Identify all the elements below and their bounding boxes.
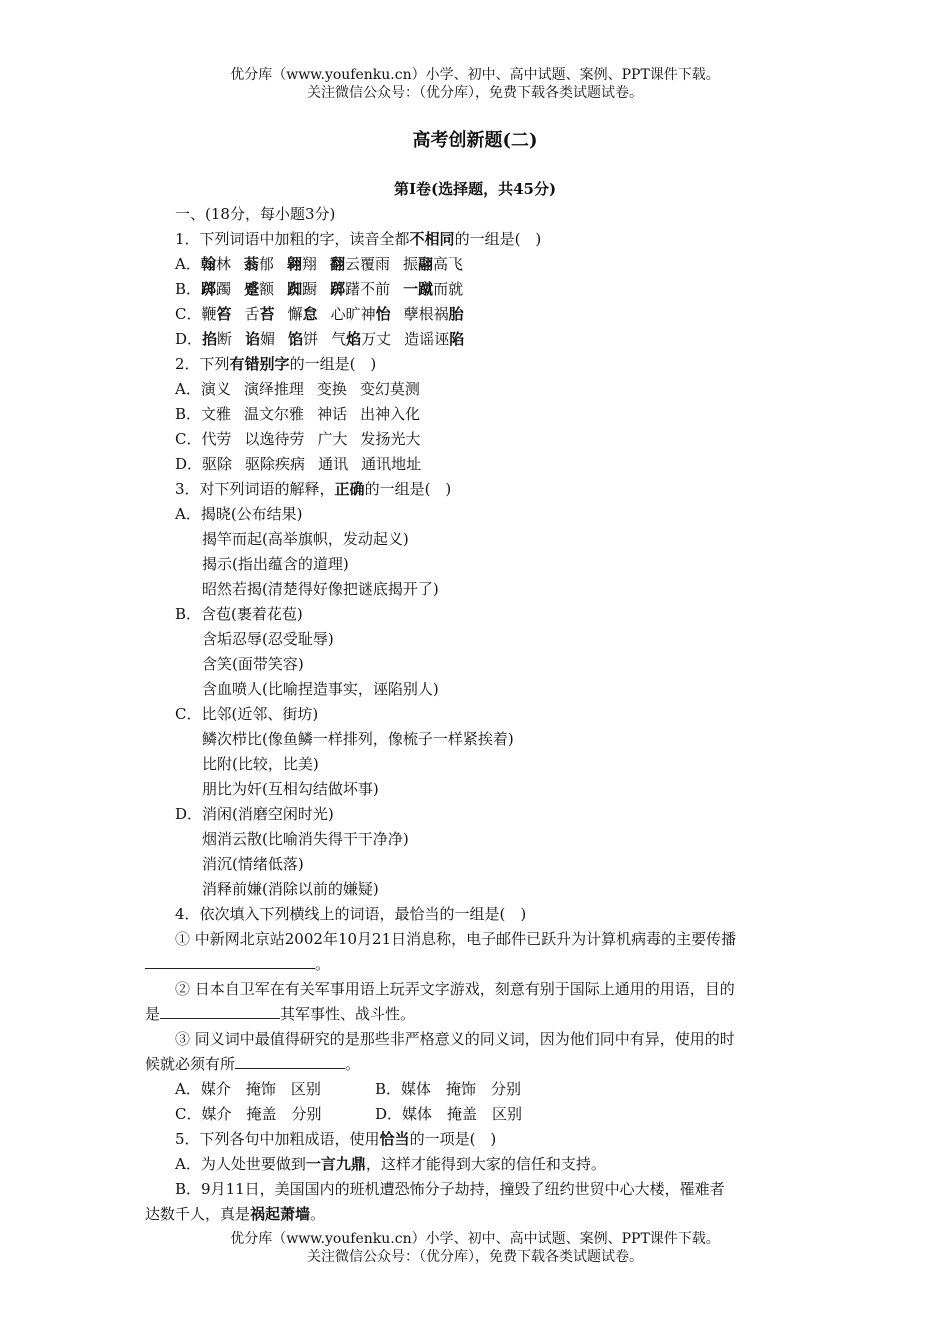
q5-b-pre: 达数千人，真是 xyxy=(145,1205,251,1223)
part-title: 第Ⅰ卷(选择题，共45分) xyxy=(393,180,557,198)
q4-option-c: C．媒介 掩盖 分别 xyxy=(175,1105,322,1123)
q4-s3-pre: 候就必须有所 xyxy=(145,1055,236,1073)
q4-s3-post: 。 xyxy=(345,1055,361,1073)
question-4-stem: 4．依次填入下列横线上的词语，最恰当的一组是( ) xyxy=(175,905,527,923)
bold-char: 馅 xyxy=(288,330,304,348)
word-pre: 气 xyxy=(331,330,347,348)
bold-char: 翱 xyxy=(286,255,302,273)
q1-stem-pre: 1．下列词语中加粗的字，读音全都 xyxy=(175,230,410,248)
q3-option-a: A．揭晓(公布结果) xyxy=(175,505,303,523)
question-3-stem xyxy=(145,477,807,502)
q3-option-b-line: 含笑(面带笑容) xyxy=(202,655,304,673)
fill-blank-3[interactable] xyxy=(235,1054,345,1069)
q4-option-d: D．媒体 掩盖 区别 xyxy=(375,1105,523,1123)
word: 驱除疾病 xyxy=(245,455,306,473)
word: 神话 xyxy=(317,405,348,423)
word-rest: 额 xyxy=(259,280,275,298)
word: 演义 xyxy=(200,380,231,398)
option-label: B． xyxy=(175,280,202,298)
word-rest: 躅 xyxy=(216,280,232,298)
q5-stem-bold: 恰当 xyxy=(379,1130,410,1148)
q4-sentence-1-cont xyxy=(145,952,807,977)
bold-char: 翰 xyxy=(200,255,216,273)
q5-a-pre: A．为人处世要做到 xyxy=(175,1155,306,1173)
q4-s2-post: 其军事性、战斗性。 xyxy=(280,1005,416,1023)
q2-option-c xyxy=(145,427,807,452)
q3-stem-pre: 3．对下列词语的解释， xyxy=(175,480,335,498)
q3-option-d-line: 消沉(情绪低落) xyxy=(202,855,304,873)
word-rest: 躇不前 xyxy=(345,280,391,298)
q2-option-a xyxy=(145,377,807,402)
bold-char: 怠 xyxy=(302,305,318,323)
q2-stem-pre: 2．下列 xyxy=(175,355,230,373)
word-pre: 振 xyxy=(402,255,418,273)
footer-line-2: 关注微信公众号：（优分库），免费下载各类试题试卷。 xyxy=(307,1249,643,1265)
q3-option-d-line: 烟消云散(比喻消失得干干净净) xyxy=(202,830,409,848)
q1-stem-post: 的一组是( ) xyxy=(454,230,542,248)
option-label: C． xyxy=(175,305,202,323)
question-1-stem xyxy=(145,227,807,252)
bold-char: 焰 xyxy=(346,330,362,348)
word-rest: 云覆雨 xyxy=(344,255,390,273)
q3-option-b-line: 含血喷人(比喻捏造事实，诬陷别人) xyxy=(202,680,439,698)
bold-char: 踟 xyxy=(287,280,303,298)
bold-char: 蓊 xyxy=(243,255,259,273)
word-rest: 而就 xyxy=(433,280,464,298)
fill-blank-2[interactable] xyxy=(160,1004,280,1019)
q3-option-d: D．消闲(消磨空闲时光) xyxy=(175,805,334,823)
word: 发扬光大 xyxy=(360,430,421,448)
word: 变幻莫测 xyxy=(359,380,420,398)
option-label: D． xyxy=(175,455,203,473)
word-rest: 万丈 xyxy=(361,330,392,348)
q3-option-c: C．比邻(近邻、街坊) xyxy=(175,705,319,723)
q5-a-post: ，这样才能得到大家的信任和支持。 xyxy=(365,1155,606,1173)
word-pre: 鞭 xyxy=(201,305,217,323)
bold-char: 翮 xyxy=(417,255,433,273)
q4-sentence-3: ③ 同义词中最值得研究的是那些非严格意义的同义词，因为他们同中有异，使用的时 xyxy=(175,1030,735,1048)
fill-blank-1[interactable] xyxy=(145,954,315,969)
question-5-stem xyxy=(145,1127,807,1152)
header-line-2: 关注微信公众号：（优分库），免费下载各类试题试卷。 xyxy=(307,85,643,101)
bold-char: 苔 xyxy=(259,305,275,323)
q5-stem-pre: 5．下列各句中加粗成语，使用 xyxy=(175,1130,380,1148)
bold-char: 踯 xyxy=(330,280,346,298)
word-rest: 饼 xyxy=(303,330,319,348)
bold-char: 掐 xyxy=(202,330,218,348)
word: 出神入化 xyxy=(360,405,421,423)
word: 通讯地址 xyxy=(361,455,422,473)
word: 驱除 xyxy=(202,455,233,473)
q3-option-a-line: 揭竿而起(高举旗帜，发动起义) xyxy=(202,530,409,548)
word-pre: 孽根祸 xyxy=(403,305,449,323)
q4-sentence-3-cont xyxy=(145,1052,807,1077)
q3-option-b-line: 含垢忍辱(忍受耻辱) xyxy=(202,630,334,648)
q4-sentence-1: ① 中新网北京站2002年10月21日消息称，电子邮件已跃升为计算机病毒的主要传播 xyxy=(175,930,737,948)
q1-option-a xyxy=(145,252,807,277)
page-footer xyxy=(0,1230,950,1266)
q5-b-idiom: 祸起萧墙 xyxy=(250,1205,311,1223)
option-label: B． xyxy=(175,405,202,423)
option-label: A． xyxy=(175,255,201,273)
q4-options-row-1 xyxy=(145,1077,807,1102)
q4-option-b: B．媒体 掩饰 分别 xyxy=(375,1080,522,1098)
word: 代劳 xyxy=(201,430,232,448)
q4-sentence-2: ② 日本自卫军在有关军事用语上玩弄文字游戏，刻意有别于国际上通用的用语，目的 xyxy=(175,980,735,998)
q1-stem-bold: 不相同 xyxy=(409,230,455,248)
page-header xyxy=(0,66,950,102)
bold-char: 蹙 xyxy=(244,280,260,298)
word-rest: 蹰 xyxy=(302,280,318,298)
bold-char: 谄 xyxy=(245,330,261,348)
q3-stem-bold: 正确 xyxy=(334,480,365,498)
option-label: A． xyxy=(175,380,201,398)
word-pre: 造谣诬 xyxy=(404,330,450,348)
word: 演绎推理 xyxy=(243,380,304,398)
word-pre: 懈 xyxy=(287,305,303,323)
option-label: C． xyxy=(175,430,202,448)
q1-option-c xyxy=(145,302,807,327)
q3-option-d-line: 消释前嫌(消除以前的嫌疑) xyxy=(202,880,379,898)
word: 变换 xyxy=(316,380,347,398)
q5-b-post: 。 xyxy=(310,1205,326,1223)
word-pre: 舌 xyxy=(244,305,260,323)
word-rest: 郁 xyxy=(258,255,274,273)
q4-s2-pre: 是 xyxy=(145,1005,161,1023)
word-rest: 林 xyxy=(215,255,231,273)
word-pre: 心旷神 xyxy=(330,305,376,323)
q2-stem-bold: 有错别字 xyxy=(229,355,290,373)
q3-option-a-line: 揭示(指出蕴含的道理) xyxy=(202,555,349,573)
q4-s1-end: 。 xyxy=(315,955,331,973)
q4-options-row-2 xyxy=(145,1102,807,1127)
word-rest: 媚 xyxy=(260,330,276,348)
q1-option-b xyxy=(145,277,807,302)
q2-stem-post: 的一组是( ) xyxy=(289,355,377,373)
word-rest: 翔 xyxy=(301,255,317,273)
bold-char: 陷 xyxy=(449,330,465,348)
section-heading: 一、(18分，每小题3分) xyxy=(175,205,336,223)
q5-a-idiom: 一言九鼎 xyxy=(305,1155,366,1173)
footer-line-1: 优分库（www.youfenku.cn）小学、初中、高中试题、案例、PPT课件下载。 xyxy=(230,1231,720,1247)
q5-stem-post: 的一项是( ) xyxy=(409,1130,497,1148)
q5-option-b-cont xyxy=(145,1202,807,1227)
word: 文雅 xyxy=(201,405,232,423)
exam-title: 高考创新题(二) xyxy=(412,130,538,151)
exam-body xyxy=(145,202,807,1227)
word: 温文尔雅 xyxy=(244,405,305,423)
q3-option-c-line: 比附(比较，比美) xyxy=(202,755,319,773)
bold-char: 踯 xyxy=(201,280,217,298)
bold-char: 胎 xyxy=(448,305,464,323)
q2-option-b xyxy=(145,402,807,427)
bold-char: 翻 xyxy=(329,255,345,273)
word-rest: 断 xyxy=(217,330,233,348)
q4-sentence-2-cont xyxy=(145,1002,807,1027)
bold-char: 怡 xyxy=(375,305,391,323)
header-line-1: 优分库（www.youfenku.cn）小学、初中、高中试题、案例、PPT课件下载。 xyxy=(230,67,720,83)
q3-option-c-line: 鳞次栉比(像鱼鳞一样排列，像梳子一样紧挨着) xyxy=(202,730,514,748)
word: 通讯 xyxy=(318,455,349,473)
word-rest: 高飞 xyxy=(433,255,464,273)
word: 以逸待劳 xyxy=(244,430,305,448)
q4-option-a: A．媒介 掩饰 区别 xyxy=(175,1080,321,1098)
q3-option-c-line: 朋比为奸(互相勾结做坏事) xyxy=(202,780,379,798)
q3-stem-post: 的一组是( ) xyxy=(364,480,452,498)
bold-char: 一蹴 xyxy=(403,280,434,298)
question-2-stem xyxy=(145,352,807,377)
option-label: D． xyxy=(175,330,203,348)
word: 广大 xyxy=(317,430,348,448)
q5-option-a xyxy=(145,1152,807,1177)
q3-option-a-line: 昭然若揭(清楚得好像把谜底揭开了) xyxy=(202,580,439,598)
q2-option-d xyxy=(145,452,807,477)
bold-char: 笞 xyxy=(216,305,232,323)
q5-option-b: B．9月11日，美国国内的班机遭恐怖分子劫持，撞毁了纽约世贸中心大楼，罹难者 xyxy=(175,1180,725,1198)
q1-option-d xyxy=(145,327,807,352)
q3-option-b: B．含苞(裹着花苞) xyxy=(175,605,303,623)
